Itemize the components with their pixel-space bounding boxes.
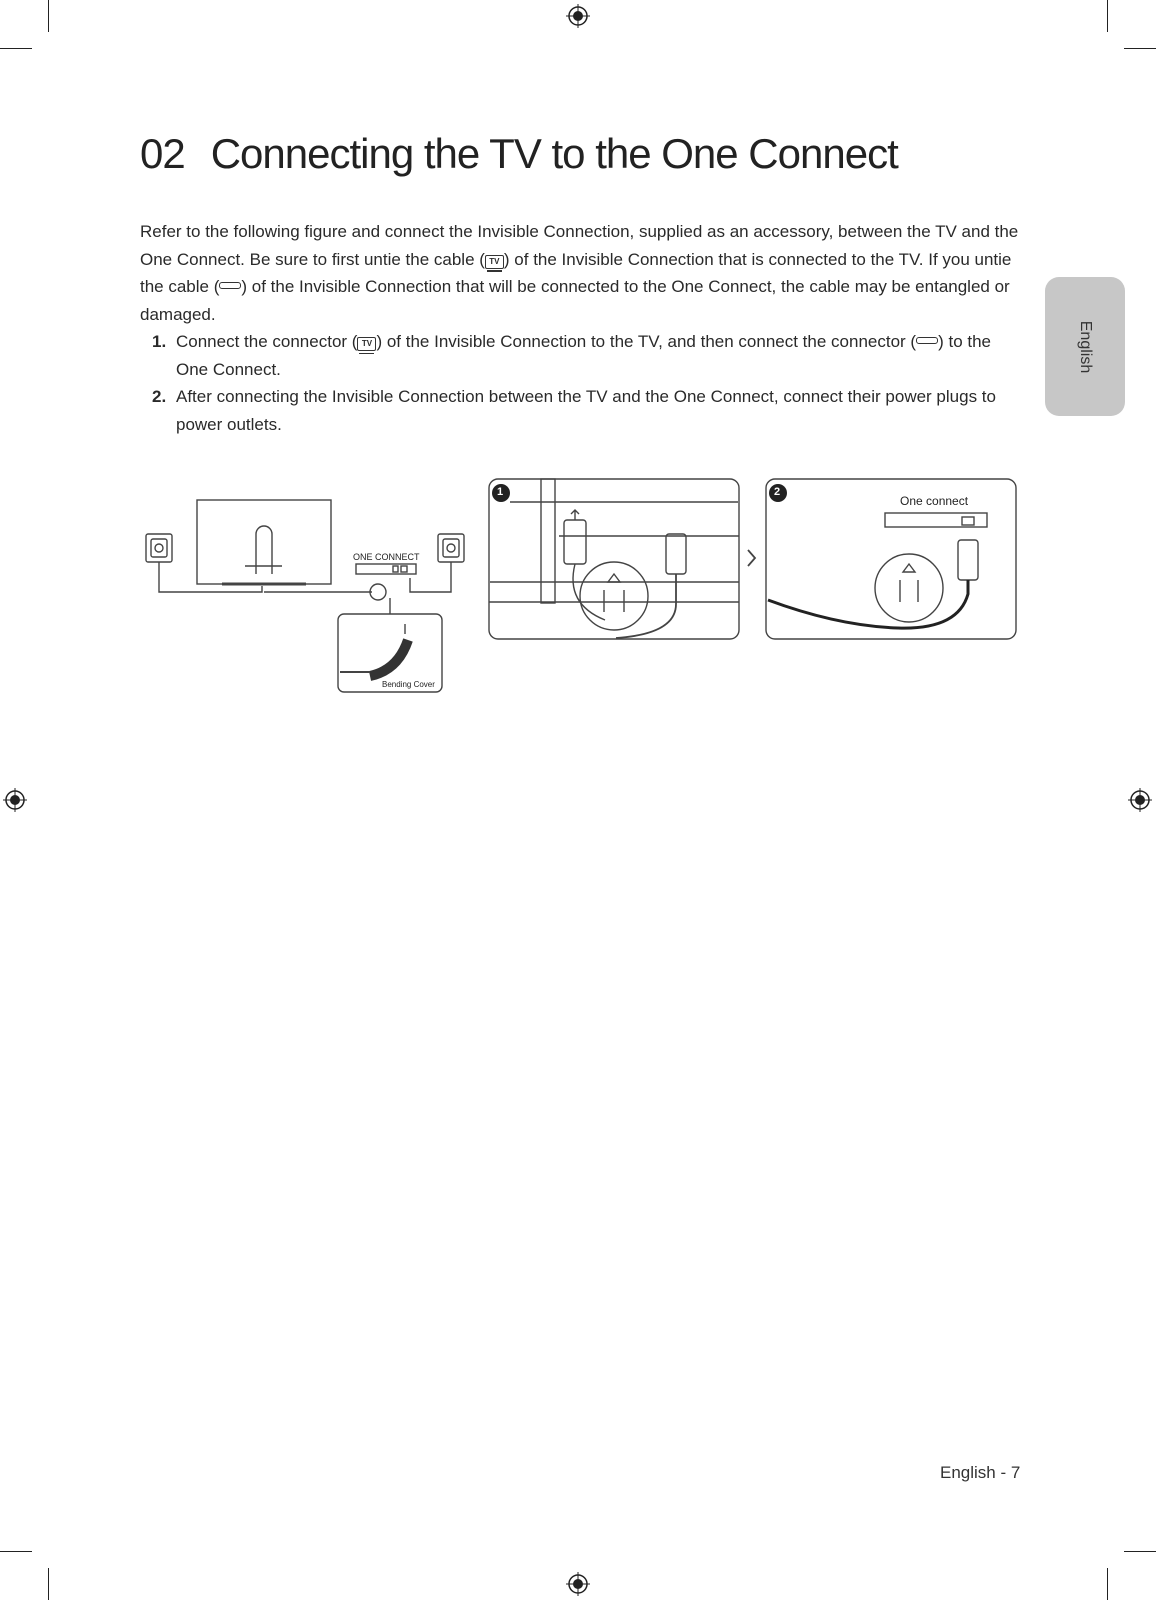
step-text: ) to the One Connect.	[176, 332, 992, 379]
registration-mark-icon	[3, 788, 27, 812]
step-number: 2.	[152, 387, 167, 406]
section-title: Connecting the TV to the One Connect	[210, 130, 898, 177]
crop-mark	[48, 1568, 49, 1600]
tv-connector-icon	[564, 520, 586, 564]
step-1-panel	[489, 479, 739, 639]
chevron-right-icon	[748, 550, 755, 566]
panel-2-title: One connect	[900, 494, 969, 508]
tv-connector-label: TV	[489, 256, 500, 266]
intro-text: ) of the Invisible Connection that will be connected to the One Connect, the cable may be entangled or damaged.	[140, 277, 1010, 324]
connection-figure	[0, 0, 1156, 720]
one-connect-box-icon	[356, 564, 416, 600]
crop-mark	[1124, 1551, 1156, 1552]
registration-mark-icon	[1128, 788, 1152, 812]
wall-outlet-icon	[146, 534, 172, 562]
tv-icon	[197, 500, 331, 584]
step-text: Connect the connector (	[176, 332, 358, 351]
language-tab-label: English	[1077, 320, 1094, 373]
one-connect-label: ONE CONNECT	[353, 552, 420, 562]
one-connect-connector-icon	[666, 534, 686, 574]
crop-mark	[0, 1551, 32, 1552]
crop-mark	[1107, 1568, 1108, 1600]
tv-connector-label: TV	[361, 339, 373, 348]
step-2-number: 2	[774, 486, 781, 498]
registration-mark-icon	[566, 1572, 590, 1596]
step-text: After connecting the Invisible Connection between the TV and the One Connect, connect their power plugs to power outlets.	[176, 387, 996, 434]
page-number: English - 7	[940, 1463, 1021, 1482]
step-number: 1.	[152, 332, 167, 351]
intro-text: Refer to the following figure and connect the Invisible Connection, supplied as an accessory, between the TV and the One Connect. Be sure to first untie the cable (	[140, 222, 1019, 269]
bending-cover-label: Bending Cover	[382, 680, 435, 689]
section-number: 02	[140, 130, 185, 177]
cable-tie-detail-icon	[580, 562, 648, 630]
step-text: ) of the Invisible Connection to the TV, and then connect the connector (	[376, 332, 917, 351]
intro-text: ) of the Invisible Connection that is connected to the TV. If you untie the cable (	[140, 249, 1012, 296]
one-connect-connector-icon	[958, 540, 978, 580]
wall-outlet-icon	[438, 534, 464, 562]
step-1-number: 1	[497, 486, 504, 498]
